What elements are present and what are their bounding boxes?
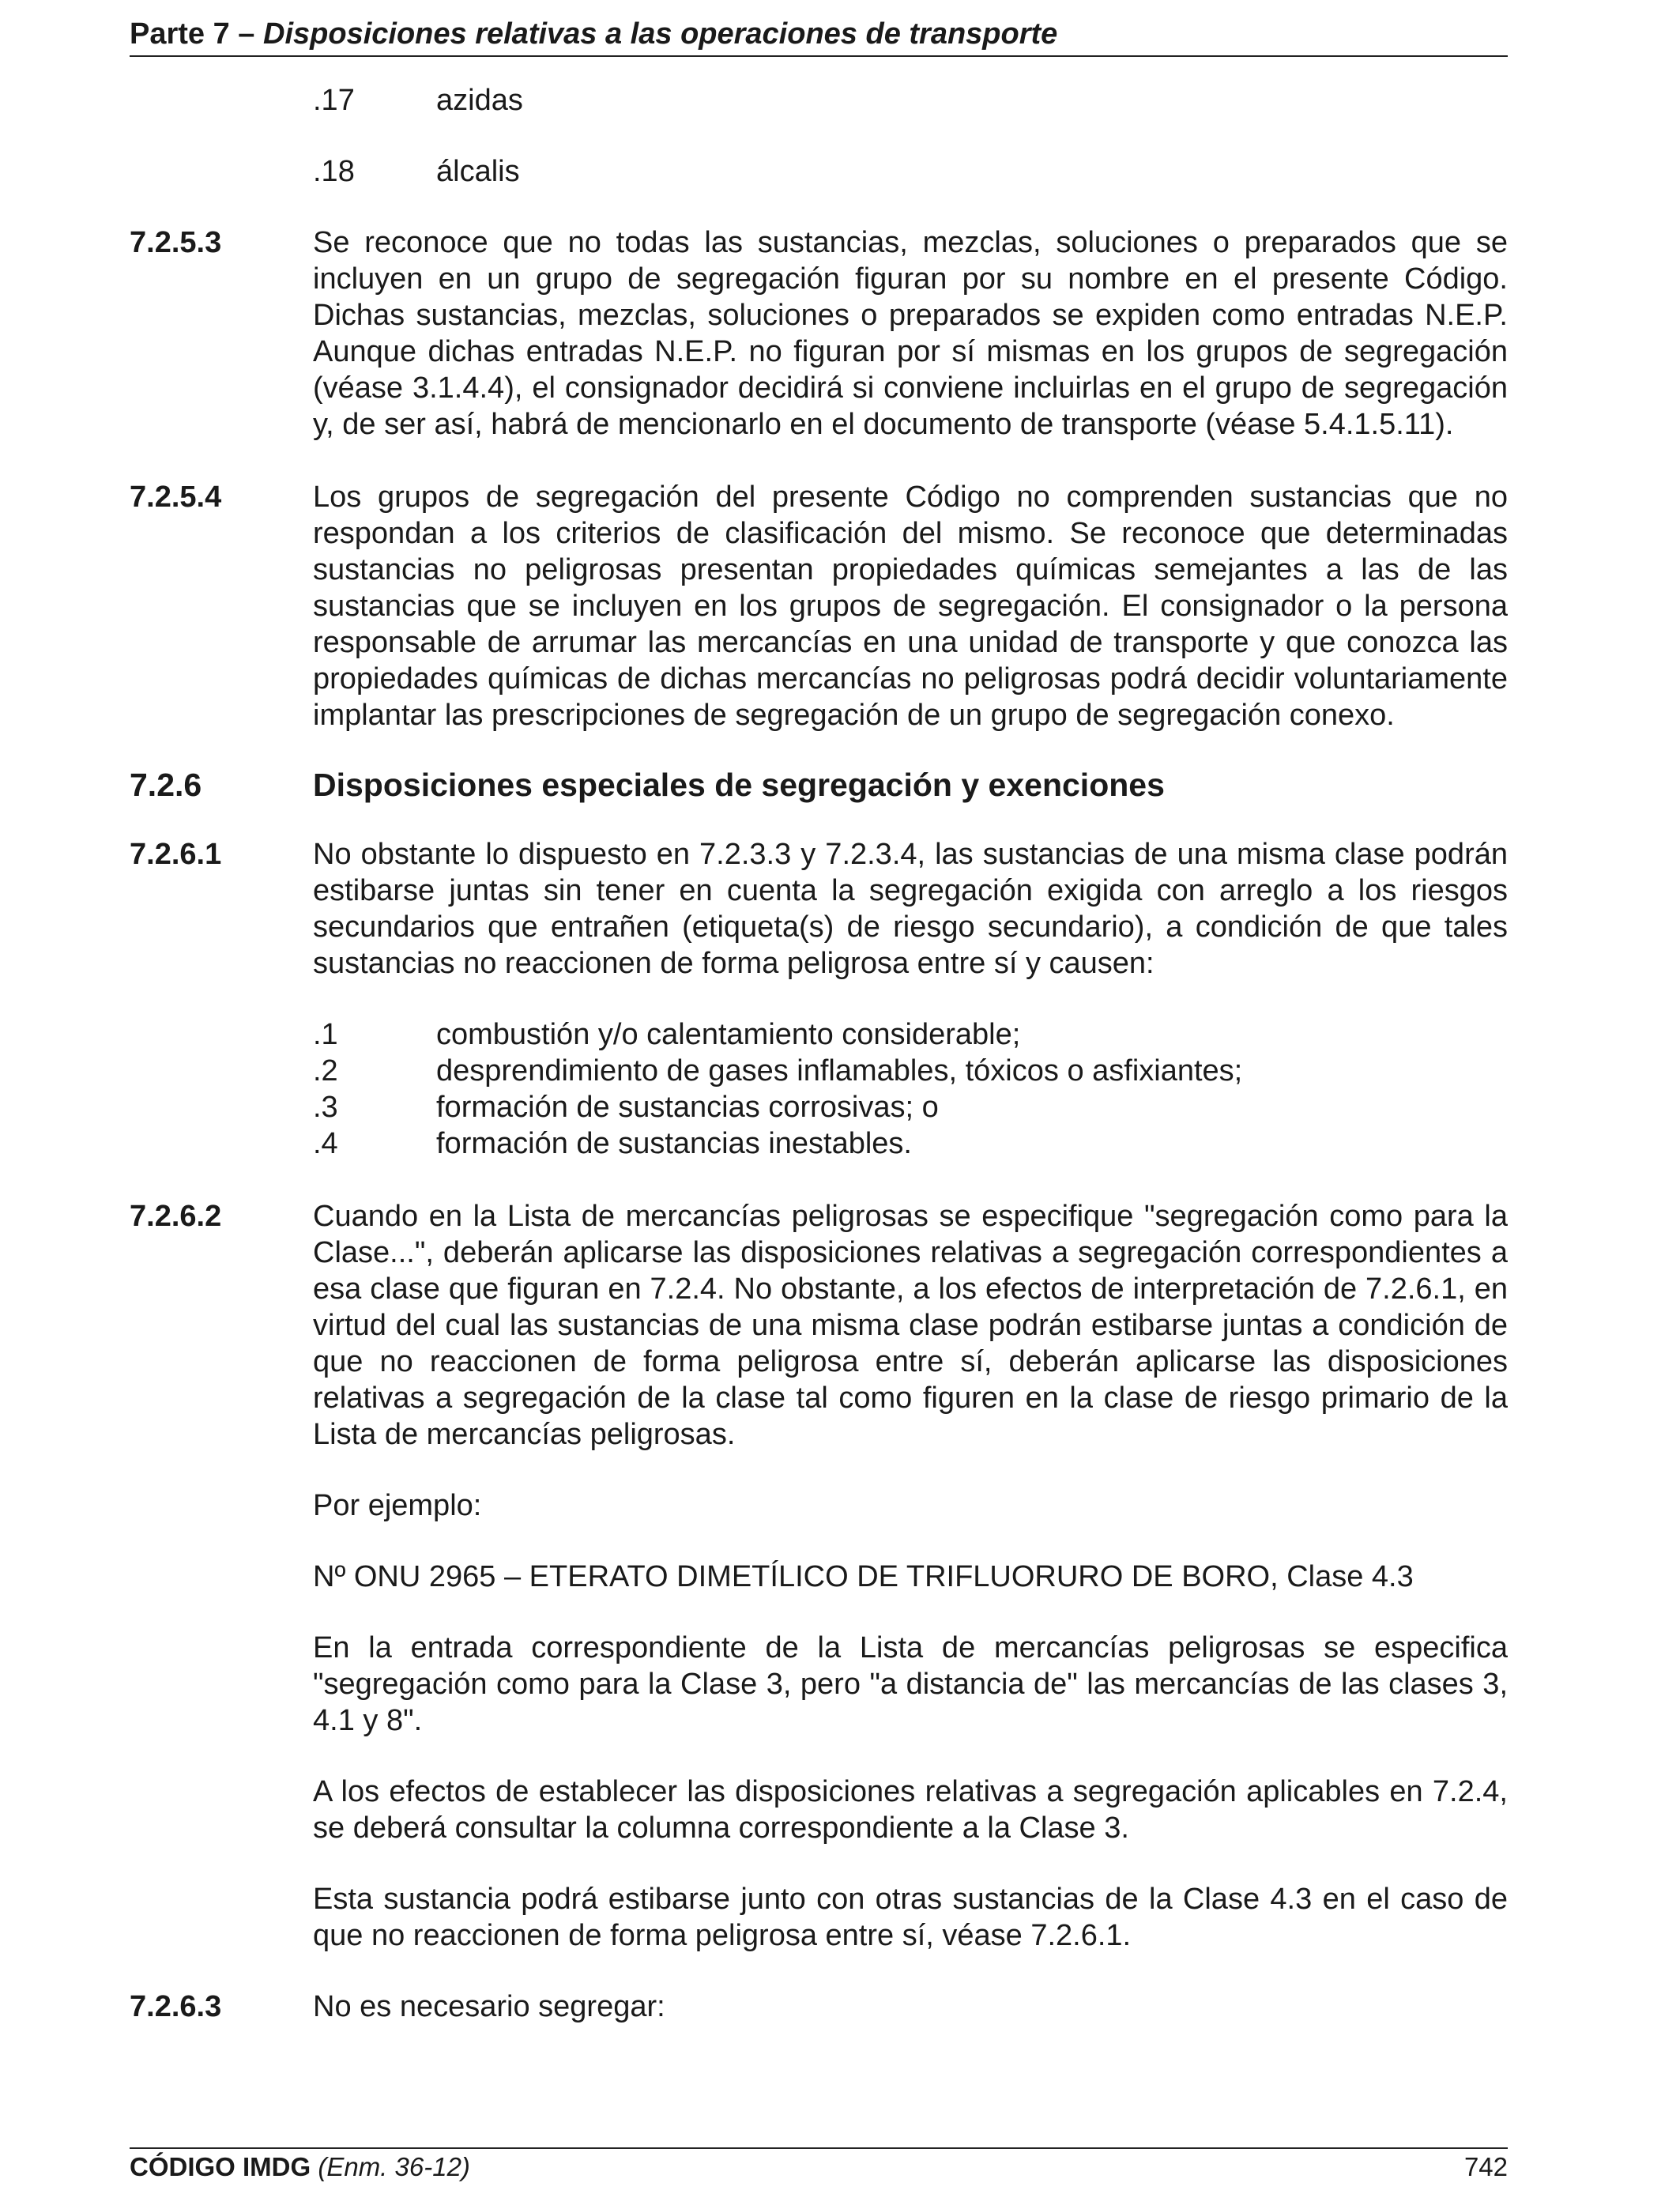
- paragraph-text: A los efectos de establecer las disposiciones relativas a segregación aplicables en 7.2.4, se deberá consultar la columna correspondiente a la Clase 3.: [313, 1775, 1508, 1845]
- list-item-number: .4: [313, 1127, 338, 1160]
- section-number: 7.2.5.3: [130, 226, 222, 259]
- list-item-text: álcalis: [436, 155, 520, 188]
- paragraph-text: Por ejemplo:: [313, 1489, 482, 1522]
- list-item: [313, 1053, 1508, 1089]
- section-title: Disposiciones especiales de segregación y exenciones: [313, 767, 1165, 803]
- section-7-2-6-2: [130, 1198, 1508, 1453]
- header-part: Parte 7 –: [130, 17, 255, 51]
- list-item: [130, 82, 1508, 119]
- paragraph-text: Esta sustancia podrá estibarse junto con otras sustancias de la Clase 4.3 en el caso de que no reaccionen de forma peligrosa entre sí, véase 7.2.6.1.: [313, 1883, 1508, 1952]
- page-header: [130, 13, 1508, 57]
- list-item-text: desprendimiento de gases inflamables, tóxicos o asfixiantes;: [436, 1054, 1243, 1088]
- paragraph: [130, 1487, 1508, 1524]
- page-number: 742: [1463, 2152, 1508, 2181]
- list-item-number: .18: [313, 155, 355, 188]
- section-text: Cuando en la Lista de mercancías peligrosas se especifique "segregación como para la Clase...", deberán aplicarse las disposiciones relativas a segregación correspondientes a esa clase que figuran en 7.2.4. No obstante, a los efectos de interpretación de 7.2.6.1, en virtud del cual las sustancias de una misma clase podrán estibarse juntas a condición de que no reaccionen de forma peligrosa entre sí, deberán aplicarse las disposiciones relativas a segregación de la clase tal como figuren en la clase de riesgo primario de la Lista de mercancías peligrosas.: [313, 1200, 1508, 1451]
- section-7-2-6-3: [130, 1989, 1508, 2025]
- list-item-text: combustión y/o calentamiento considerable;: [436, 1018, 1021, 1051]
- section-text: No es necesario segregar:: [313, 1990, 665, 2023]
- section-number: 7.2.5.4: [130, 481, 222, 514]
- list-item-text: azidas: [436, 84, 523, 117]
- list-item-number: .2: [313, 1054, 338, 1088]
- section-7-2-5-3: [130, 224, 1508, 443]
- list-item-number: .1: [313, 1018, 338, 1051]
- section-text: Los grupos de segregación del presente Código no comprenden sustancias que no respondan a los criterios de clasificación del mismo. Se reconoce que determinadas sustancias no peligrosas presentan propiedades químicas semejantes a las de las sustancias que se incluyen en los grupos de segregación. El consignador o la persona responsable de arrumar las mercancías en una unidad de transporte y que conozca las propiedades químicas de dichas mercancías no peligrosas podrá decidir voluntariamente implantar las prescripciones de segregación de un grupo de segregación conexo.: [313, 481, 1508, 732]
- list-item-number: .17: [313, 84, 355, 117]
- page-content: [130, 82, 1508, 2025]
- section-number: 7.2.6: [130, 767, 202, 803]
- sublist: [130, 1016, 1508, 1162]
- section-text: No obstante lo dispuesto en 7.2.3.3 y 7.2.3.4, las sustancias de una misma clase podrán estibarse juntas sin tener en cuenta la segregación exigida con arreglo a los riesgos secundarios que entrañen (etiqueta(s) de riesgo secundario), a condición de que tales sustancias no reaccionen de forma peligrosa entre sí y causen:: [313, 838, 1508, 980]
- footer-edition: (Enm. 36-12): [318, 2152, 470, 2181]
- list-item-text: formación de sustancias inestables.: [436, 1127, 912, 1160]
- list-item: [130, 153, 1508, 190]
- section-text: Se reconoce que no todas las sustancias, mezclas, soluciones o preparados que se incluyen en un grupo de segregación figuran por su nombre en el presente Código. Dichas sustancias, mezclas, soluciones o preparados se expiden como entradas N.E.P. Aunque dichas entradas N.E.P. no figuran por sí mismas en los grupos de segregación (véase 3.1.4.4), el consignador decidirá si conviene incluirlas en el grupo de segregación y, de ser así, habrá de mencionarlo en el documento de transporte (véase 5.4.1.5.11).: [313, 226, 1508, 441]
- list-item: [313, 1089, 1508, 1125]
- footer-code-name: CÓDIGO IMDG: [130, 2152, 311, 2181]
- section-heading-7-2-6: [130, 765, 1508, 805]
- page-footer: [130, 2147, 1508, 2185]
- list-item: [313, 1016, 1508, 1053]
- footer-code: [130, 2149, 470, 2185]
- section-7-2-5-4: [130, 479, 1508, 733]
- list-item-text: formación de sustancias corrosivas; o: [436, 1091, 939, 1124]
- paragraph-text: Nº ONU 2965 – ETERATO DIMETÍLICO DE TRIFLUORURO DE BORO, Clase 4.3: [313, 1560, 1414, 1593]
- section-7-2-6-1: [130, 836, 1508, 982]
- paragraph-text: En la entrada correspondiente de la Lista de mercancías peligrosas se especifica "segregación como para la Clase 3, pero "a distancia de" las mercancías de las clases 3, 4.1 y 8".: [313, 1631, 1508, 1737]
- section-number: 7.2.6.2: [130, 1200, 222, 1233]
- paragraph: [130, 1774, 1508, 1846]
- header-title: Disposiciones relativas a las operaciones de transporte: [263, 17, 1058, 51]
- paragraph: [130, 1559, 1508, 1595]
- section-number: 7.2.6.3: [130, 1990, 222, 2023]
- paragraph: [130, 1630, 1508, 1739]
- list-item-number: .3: [313, 1091, 338, 1124]
- section-number: 7.2.6.1: [130, 838, 222, 871]
- list-item: [313, 1125, 1508, 1162]
- paragraph: [130, 1881, 1508, 1954]
